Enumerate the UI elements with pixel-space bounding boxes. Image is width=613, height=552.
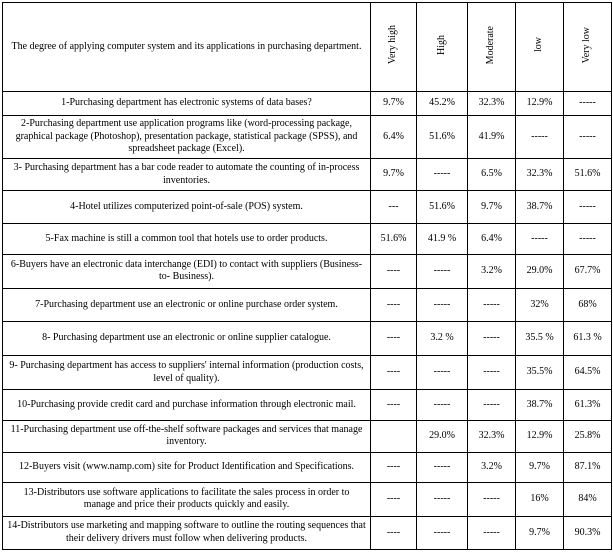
cell-high: -----: [417, 158, 468, 190]
cell-very-high: ----: [371, 321, 417, 355]
row-statement: 11-Purchasing department use off-the-shelf software packages and services that manage inventory.: [3, 421, 371, 452]
cell-very-low: 68%: [564, 288, 612, 321]
cell-high: -----: [417, 288, 468, 321]
cell-moderate: -----: [468, 321, 516, 355]
header-moderate-label: Moderate: [485, 25, 497, 64]
cell-moderate: -----: [468, 483, 516, 516]
table-row: [3, 191, 612, 223]
cell-very-low: 61.3%: [564, 389, 612, 420]
row-statement: 12-Buyers visit (www.namp.com) site for Product Identification and Specifications.: [3, 452, 371, 482]
cell-very-low: 90.3%: [564, 516, 612, 550]
cell-low: 35.5 %: [516, 321, 564, 355]
row-statement: 3- Purchasing department has a bar code reader to automate the counting of in-process inventories.: [3, 158, 371, 190]
header-high-label: High: [435, 34, 447, 55]
row-statement: 13-Distributors use software applications to facilitate the sales process in order to manage and price their products quickly and easily.: [3, 483, 371, 516]
cell-very-high: ----: [371, 356, 417, 389]
cell-moderate: 9.7%: [468, 191, 516, 223]
cell-low: 9.7%: [516, 516, 564, 550]
cell-low: 29.0%: [516, 255, 564, 288]
cell-moderate: 41.9%: [468, 116, 516, 159]
cell-high: 45.2%: [417, 92, 468, 116]
table-row: [3, 92, 612, 116]
header-title: The degree of applying computer system and its applications in purchasing department.: [3, 3, 371, 92]
cell-very-low: 25.8%: [564, 421, 612, 452]
cell-high: -----: [417, 516, 468, 550]
cell-very-low: -----: [564, 116, 612, 159]
row-statement: 2-Purchasing department use application programs like (word-processing package, graphical package (Photoshop), presentation package, statistical package (SPSS), and spreadsheet package (Excel).: [3, 116, 371, 159]
cell-moderate: 6.4%: [468, 223, 516, 254]
cell-low: 32%: [516, 288, 564, 321]
row-statement: 5-Fax machine is still a common tool that hotels use to order products.: [3, 223, 371, 254]
cell-high: 51.6%: [417, 116, 468, 159]
table-row: [3, 255, 612, 288]
table-row: [3, 483, 612, 516]
cell-very-high: ----: [371, 288, 417, 321]
row-statement: 10-Purchasing provide credit card and purchase information through electronic mail.: [3, 389, 371, 420]
row-statement: 6-Buyers have an electronic data interchange (EDI) to contact with suppliers (Business- to- Business).: [3, 255, 371, 288]
cell-moderate: -----: [468, 356, 516, 389]
cell-moderate: -----: [468, 516, 516, 550]
header-row: [3, 3, 612, 92]
cell-high: 29.0%: [417, 421, 468, 452]
cell-very-low: -----: [564, 92, 612, 116]
cell-low: 12.9%: [516, 421, 564, 452]
cell-high: -----: [417, 389, 468, 420]
header-high: [417, 3, 468, 92]
table-row: [3, 223, 612, 254]
cell-moderate: -----: [468, 288, 516, 321]
cell-moderate: 32.3%: [468, 92, 516, 116]
cell-very-low: -----: [564, 223, 612, 254]
row-statement: 8- Purchasing department use an electronic or online supplier catalogue.: [3, 321, 371, 355]
cell-high: -----: [417, 356, 468, 389]
cell-very-low: 64.5%: [564, 356, 612, 389]
header-low-label: low: [533, 37, 545, 53]
table-row: [3, 158, 612, 190]
header-low: [516, 3, 564, 92]
cell-very-high: 6.4%: [371, 116, 417, 159]
cell-low: 38.7%: [516, 389, 564, 420]
cell-moderate: 6.5%: [468, 158, 516, 190]
header-very-high-label: Very high: [387, 25, 399, 65]
cell-very-low: 84%: [564, 483, 612, 516]
table-row: [3, 288, 612, 321]
row-statement: 4-Hotel utilizes computerized point-of-sale (POS) system.: [3, 191, 371, 223]
cell-very-high: ----: [371, 483, 417, 516]
table-row: [3, 321, 612, 355]
cell-very-high: ----: [371, 516, 417, 550]
cell-very-high: [371, 421, 417, 452]
cell-low: 32.3%: [516, 158, 564, 190]
cell-moderate: 32.3%: [468, 421, 516, 452]
cell-high: 3.2 %: [417, 321, 468, 355]
table-row: [3, 356, 612, 389]
cell-very-low: 67.7%: [564, 255, 612, 288]
header-moderate: [468, 3, 516, 92]
header-very-high: [371, 3, 417, 92]
cell-very-low: -----: [564, 191, 612, 223]
cell-high: 51.6%: [417, 191, 468, 223]
cell-high: -----: [417, 255, 468, 288]
row-statement: 14-Distributors use marketing and mapping software to outline the routing sequences that their delivery drivers must follow when delivering products.: [3, 516, 371, 550]
cell-very-high: ----: [371, 255, 417, 288]
cell-very-high: 9.7%: [371, 92, 417, 116]
cell-low: 16%: [516, 483, 564, 516]
header-very-low: [564, 3, 612, 92]
cell-very-high: 9.7%: [371, 158, 417, 190]
row-statement: 7-Purchasing department use an electronic or online purchase order system.: [3, 288, 371, 321]
header-very-low-label: Very low: [581, 26, 593, 63]
cell-moderate: -----: [468, 389, 516, 420]
cell-low: 9.7%: [516, 452, 564, 482]
cell-moderate: 3.2%: [468, 255, 516, 288]
table-row: [3, 516, 612, 550]
cell-very-low: 87.1%: [564, 452, 612, 482]
cell-low: 38.7%: [516, 191, 564, 223]
table-row: [3, 421, 612, 452]
cell-very-high: ----: [371, 452, 417, 482]
cell-low: -----: [516, 116, 564, 159]
cell-very-high: ----: [371, 389, 417, 420]
row-statement: 9- Purchasing department has access to suppliers' internal information (production costs, level of quality).: [3, 356, 371, 389]
cell-high: -----: [417, 483, 468, 516]
cell-very-high: ---: [371, 191, 417, 223]
cell-low: 12.9%: [516, 92, 564, 116]
cell-very-high: 51.6%: [371, 223, 417, 254]
table-row: [3, 389, 612, 420]
cell-very-low: 51.6%: [564, 158, 612, 190]
cell-low: -----: [516, 223, 564, 254]
table-row: [3, 116, 612, 159]
row-statement: 1-Purchasing department has electronic systems of data bases?: [3, 92, 371, 116]
survey-table: [2, 2, 612, 550]
cell-low: 35.5%: [516, 356, 564, 389]
table-row: [3, 452, 612, 482]
cell-high: -----: [417, 452, 468, 482]
cell-high: 41.9 %: [417, 223, 468, 254]
cell-very-low: 61.3 %: [564, 321, 612, 355]
cell-moderate: 3.2%: [468, 452, 516, 482]
